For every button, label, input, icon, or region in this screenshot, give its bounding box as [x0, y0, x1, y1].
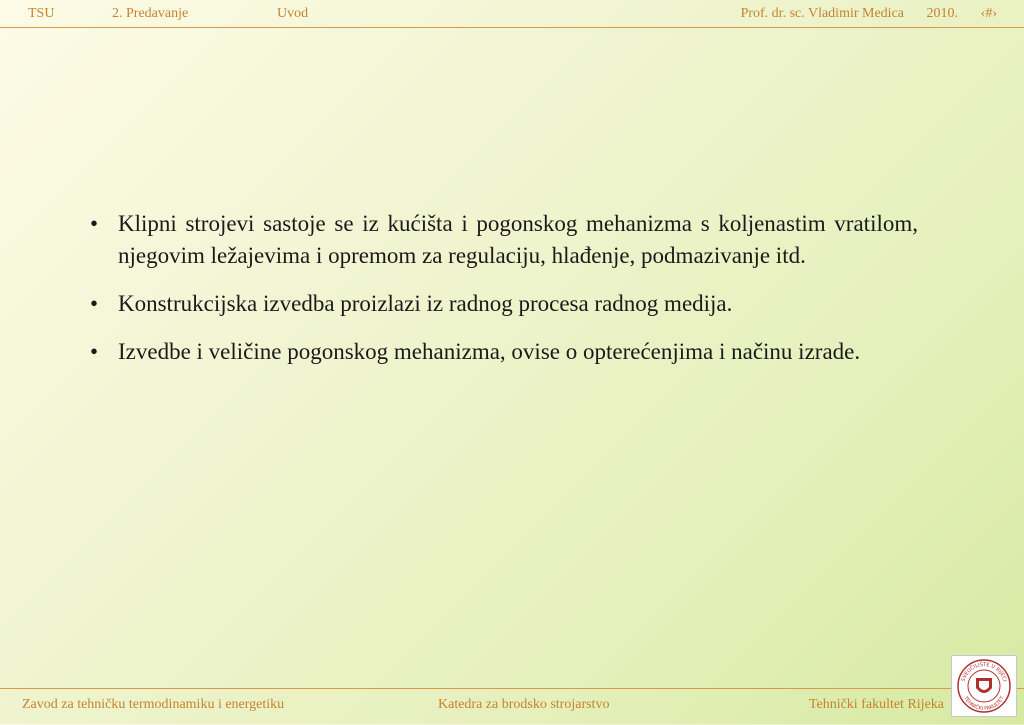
svg-text:SVEUČILIŠTE U RIJECI: SVEUČILIŠTE U RIJECI: [960, 661, 1008, 683]
faculty-logo: [951, 655, 1017, 717]
header-course: TSU: [28, 6, 55, 21]
header-slide-number: ‹#›: [980, 6, 997, 21]
bullet-icon: •: [90, 339, 99, 364]
footer-faculty: Tehnički fakultet Rijeka: [808, 697, 944, 712]
slide-content: [88, 208, 918, 384]
slide-header: [0, 0, 1024, 28]
svg-text:TEHNIČKI FAKULTET: TEHNIČKI FAKULTET: [962, 695, 1006, 713]
bullet-item: [88, 336, 918, 368]
header-author: Prof. dr. sc. Vladimir Medica: [740, 6, 904, 21]
bullet-text: Izvedbe i veličine pogonskog mehanizma, ovise o opterećenjima i načinu izrade.: [118, 339, 861, 364]
slide-footer: [0, 688, 1024, 725]
footer-department: Zavod za tehničku termodinamiku i energetiku: [22, 697, 285, 712]
bullet-text: Klipni strojevi sastoje se iz kućišta i pogonskog mehanizma s koljenastim vratilom, njegovim ležajevima i opremom za regulaciju, hlađenje, podmazivanje itd.: [118, 211, 918, 268]
footer-chair: Katedra za brodsko strojarstvo: [438, 697, 610, 712]
header-topic: Uvod: [277, 6, 309, 21]
bullet-item: [88, 288, 918, 320]
bullet-icon: •: [90, 211, 99, 236]
bullet-icon: •: [90, 291, 99, 316]
header-year: 2010.: [926, 6, 958, 21]
bullet-text: Konstrukcijska izvedba proizlazi iz radnog procesa radnog medija.: [118, 291, 733, 316]
bullet-item: [88, 208, 918, 272]
header-lecture: 2. Predavanje: [112, 6, 189, 21]
university-seal-icon: [952, 656, 1016, 716]
